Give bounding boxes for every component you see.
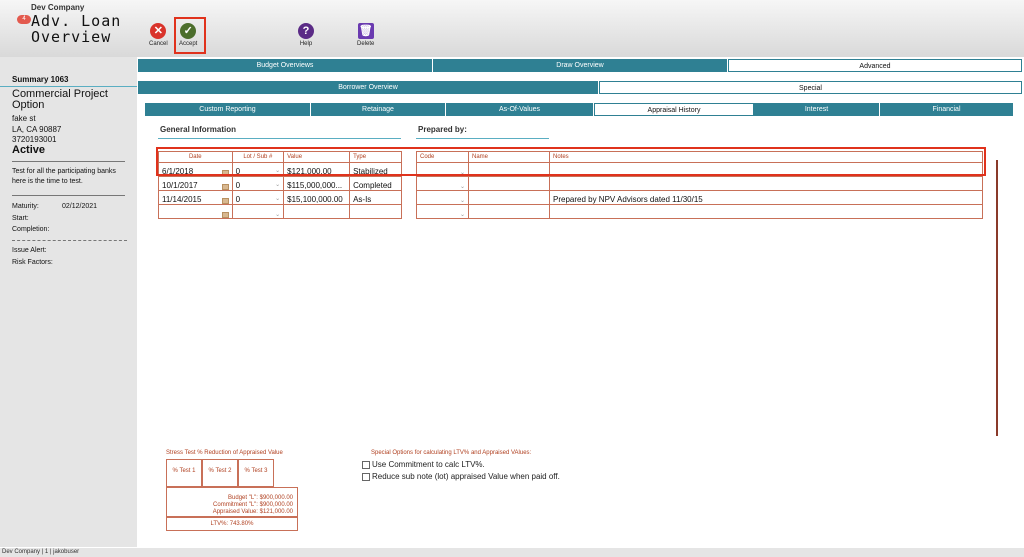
col-type: Type xyxy=(350,152,402,163)
lot-cell[interactable] xyxy=(232,191,284,205)
cancel-label: Cancel xyxy=(149,41,168,47)
lot-value: 0 xyxy=(235,181,241,190)
help-label: Help xyxy=(299,41,313,47)
table-row[interactable] xyxy=(417,177,983,191)
type-cell[interactable] xyxy=(350,205,402,219)
date-cell[interactable] xyxy=(159,205,233,219)
tab-interest[interactable]: Interest xyxy=(754,103,880,116)
trash-icon: 🗑 xyxy=(358,25,373,37)
divider xyxy=(12,240,127,241)
title-line-1: Adv. Loan xyxy=(31,12,122,30)
chevron-down-icon[interactable]: ⌄ xyxy=(275,196,281,202)
page-title xyxy=(31,13,121,45)
tab-financial[interactable]: Financial xyxy=(880,103,1014,116)
col-name: Name xyxy=(469,152,550,163)
col-date: Date xyxy=(159,152,233,163)
summary-sidebar xyxy=(0,57,137,547)
chevron-down-icon[interactable]: ⌄ xyxy=(275,168,281,174)
value-cell[interactable] xyxy=(284,205,350,219)
option-label: Use Commitment to calc LTV%. xyxy=(372,460,485,469)
tab-advanced[interactable]: Advanced xyxy=(728,59,1022,72)
tab-draw-overview[interactable]: Draw Overview xyxy=(433,59,728,72)
code-cell[interactable] xyxy=(417,205,469,219)
help-icon: ? xyxy=(298,23,314,39)
col-code: Code xyxy=(417,152,469,163)
check-icon: ✓ xyxy=(180,23,196,39)
summary-note: Test for all the participating banks here is the time to test. xyxy=(12,168,116,185)
risk-factors-label: Risk Factors: xyxy=(12,259,53,266)
general-information-heading: General Information xyxy=(160,125,237,134)
calendar-icon[interactable] xyxy=(222,212,229,218)
ltv-value: LTV%: 743.80% xyxy=(166,517,298,531)
value-cell[interactable]: $115,000,000... xyxy=(284,177,350,191)
date-cell[interactable] xyxy=(159,191,233,205)
cancel-icon: ✕ xyxy=(150,23,166,39)
chevron-down-icon[interactable]: ⌄ xyxy=(459,212,465,218)
status: Active xyxy=(12,144,46,156)
col-value: Value xyxy=(284,152,350,163)
date-value: 6/1/2018 xyxy=(162,167,194,176)
notification-badge[interactable]: 4 xyxy=(17,15,31,24)
type-cell[interactable]: Stabilized xyxy=(350,163,402,177)
checkbox[interactable] xyxy=(362,473,370,481)
chevron-down-icon[interactable]: ⌄ xyxy=(275,212,281,218)
title-line-2: Overview xyxy=(31,28,112,46)
commitment-value: Commitment "L": $900,000.00 xyxy=(213,502,293,508)
issue-alert-label: Issue Alert: xyxy=(12,247,47,254)
table-row[interactable] xyxy=(417,205,983,219)
use-commitment-option[interactable] xyxy=(362,460,485,469)
address-line-2: LA, CA 90887 xyxy=(12,125,62,134)
date-value: 10/1/2017 xyxy=(162,181,198,190)
option-label: Reduce sub note (lot) appraised Value when paid off. xyxy=(372,472,560,481)
stress-test-1[interactable]: % Test 1 xyxy=(166,459,202,487)
summary-heading: Summary 1063 xyxy=(12,75,69,84)
delete-label: Delete xyxy=(357,41,375,47)
col-lot: Lot / Sub # xyxy=(232,152,284,163)
chevron-down-icon[interactable]: ⌄ xyxy=(459,170,465,176)
checkbox[interactable] xyxy=(362,461,370,469)
company-name: Dev Company xyxy=(31,3,85,12)
date-cell[interactable] xyxy=(159,177,233,191)
budget-value: Budget "L": $900,000.00 xyxy=(228,495,293,501)
tab-borrower-overview[interactable]: Borrower Overview xyxy=(138,81,599,94)
phone: 3720193001 xyxy=(12,135,57,144)
status-footer: Dev Company | 1 | jakobuser xyxy=(0,548,1024,557)
stress-test-3[interactable]: % Test 3 xyxy=(238,459,274,487)
chevron-down-icon[interactable]: ⌄ xyxy=(459,184,465,190)
address-line-1: fake st xyxy=(12,114,36,123)
section-underline xyxy=(158,138,401,139)
stress-test-title: Stress Test % Reduction of Appraised Value xyxy=(166,450,283,456)
chevron-down-icon[interactable]: ⌄ xyxy=(459,198,465,204)
table-row[interactable] xyxy=(159,205,402,219)
table-row[interactable] xyxy=(159,191,402,205)
notes-cell[interactable] xyxy=(550,205,983,219)
start-label: Start: xyxy=(12,215,29,222)
lot-value: 0 xyxy=(235,195,241,204)
divider xyxy=(12,161,125,162)
value-cell[interactable]: $121,000.00 xyxy=(284,163,350,177)
lot-cell[interactable] xyxy=(232,177,284,191)
lot-value: 0 xyxy=(235,167,241,176)
reduce-sub-note-option[interactable] xyxy=(362,472,560,481)
help-button[interactable] xyxy=(298,23,314,47)
calendar-icon[interactable] xyxy=(222,184,229,190)
maturity-label: Maturity: xyxy=(12,203,39,210)
divider xyxy=(0,86,137,87)
code-cell[interactable] xyxy=(417,191,469,205)
type-cell[interactable]: Completed xyxy=(350,177,402,191)
cancel-button[interactable] xyxy=(149,23,168,47)
row-highlight xyxy=(156,147,986,176)
value-cell[interactable]: $15,100,000.00 xyxy=(284,191,350,205)
col-notes: Notes xyxy=(550,152,983,163)
date-value: 11/14/2015 xyxy=(162,195,202,204)
name-cell[interactable] xyxy=(469,191,550,205)
table-row[interactable] xyxy=(417,191,983,205)
tab-special[interactable]: Special xyxy=(599,81,1022,94)
notes-cell[interactable] xyxy=(550,177,983,191)
appraised-value: Appraised Value: $121,000.00 xyxy=(212,509,293,515)
type-cell[interactable]: As-Is xyxy=(350,191,402,205)
name-cell[interactable] xyxy=(469,205,550,219)
tab-retainage[interactable]: Retainage xyxy=(311,103,446,116)
divider xyxy=(12,195,125,196)
code-cell[interactable] xyxy=(417,177,469,191)
completion-label: Completion: xyxy=(12,226,50,233)
name-cell[interactable] xyxy=(469,177,550,191)
chevron-down-icon[interactable]: ⌄ xyxy=(275,182,281,188)
tab-appraisal-history[interactable]: Appraisal History xyxy=(594,103,754,116)
accept-highlight xyxy=(174,17,206,54)
tab-custom-reporting[interactable]: Custom Reporting xyxy=(145,103,311,116)
delete-button[interactable] xyxy=(357,23,374,47)
calendar-icon[interactable] xyxy=(222,198,229,204)
notes-cell[interactable]: Prepared by NPV Advisors dated 11/30/15 xyxy=(550,191,983,205)
maturity-value: 02/12/2021 xyxy=(62,203,98,210)
accept-label: Accept xyxy=(179,41,198,47)
lot-cell[interactable] xyxy=(232,205,284,219)
stress-test-2[interactable]: % Test 2 xyxy=(202,459,238,487)
special-options-title: Special Options for calculating LTV% and Appraised VAlues: xyxy=(371,450,532,456)
tab-budget-overviews[interactable]: Budget Overviews xyxy=(138,59,433,72)
prepared-by-heading: Prepared by: xyxy=(418,125,467,134)
loan-name: Commercial Project Option xyxy=(12,88,108,111)
stress-summary xyxy=(166,487,298,517)
section-underline xyxy=(416,138,549,139)
scrollbar[interactable] xyxy=(996,160,998,436)
table-row[interactable] xyxy=(159,177,402,191)
tab-as-of-values[interactable]: As-Of-Values xyxy=(446,103,594,116)
